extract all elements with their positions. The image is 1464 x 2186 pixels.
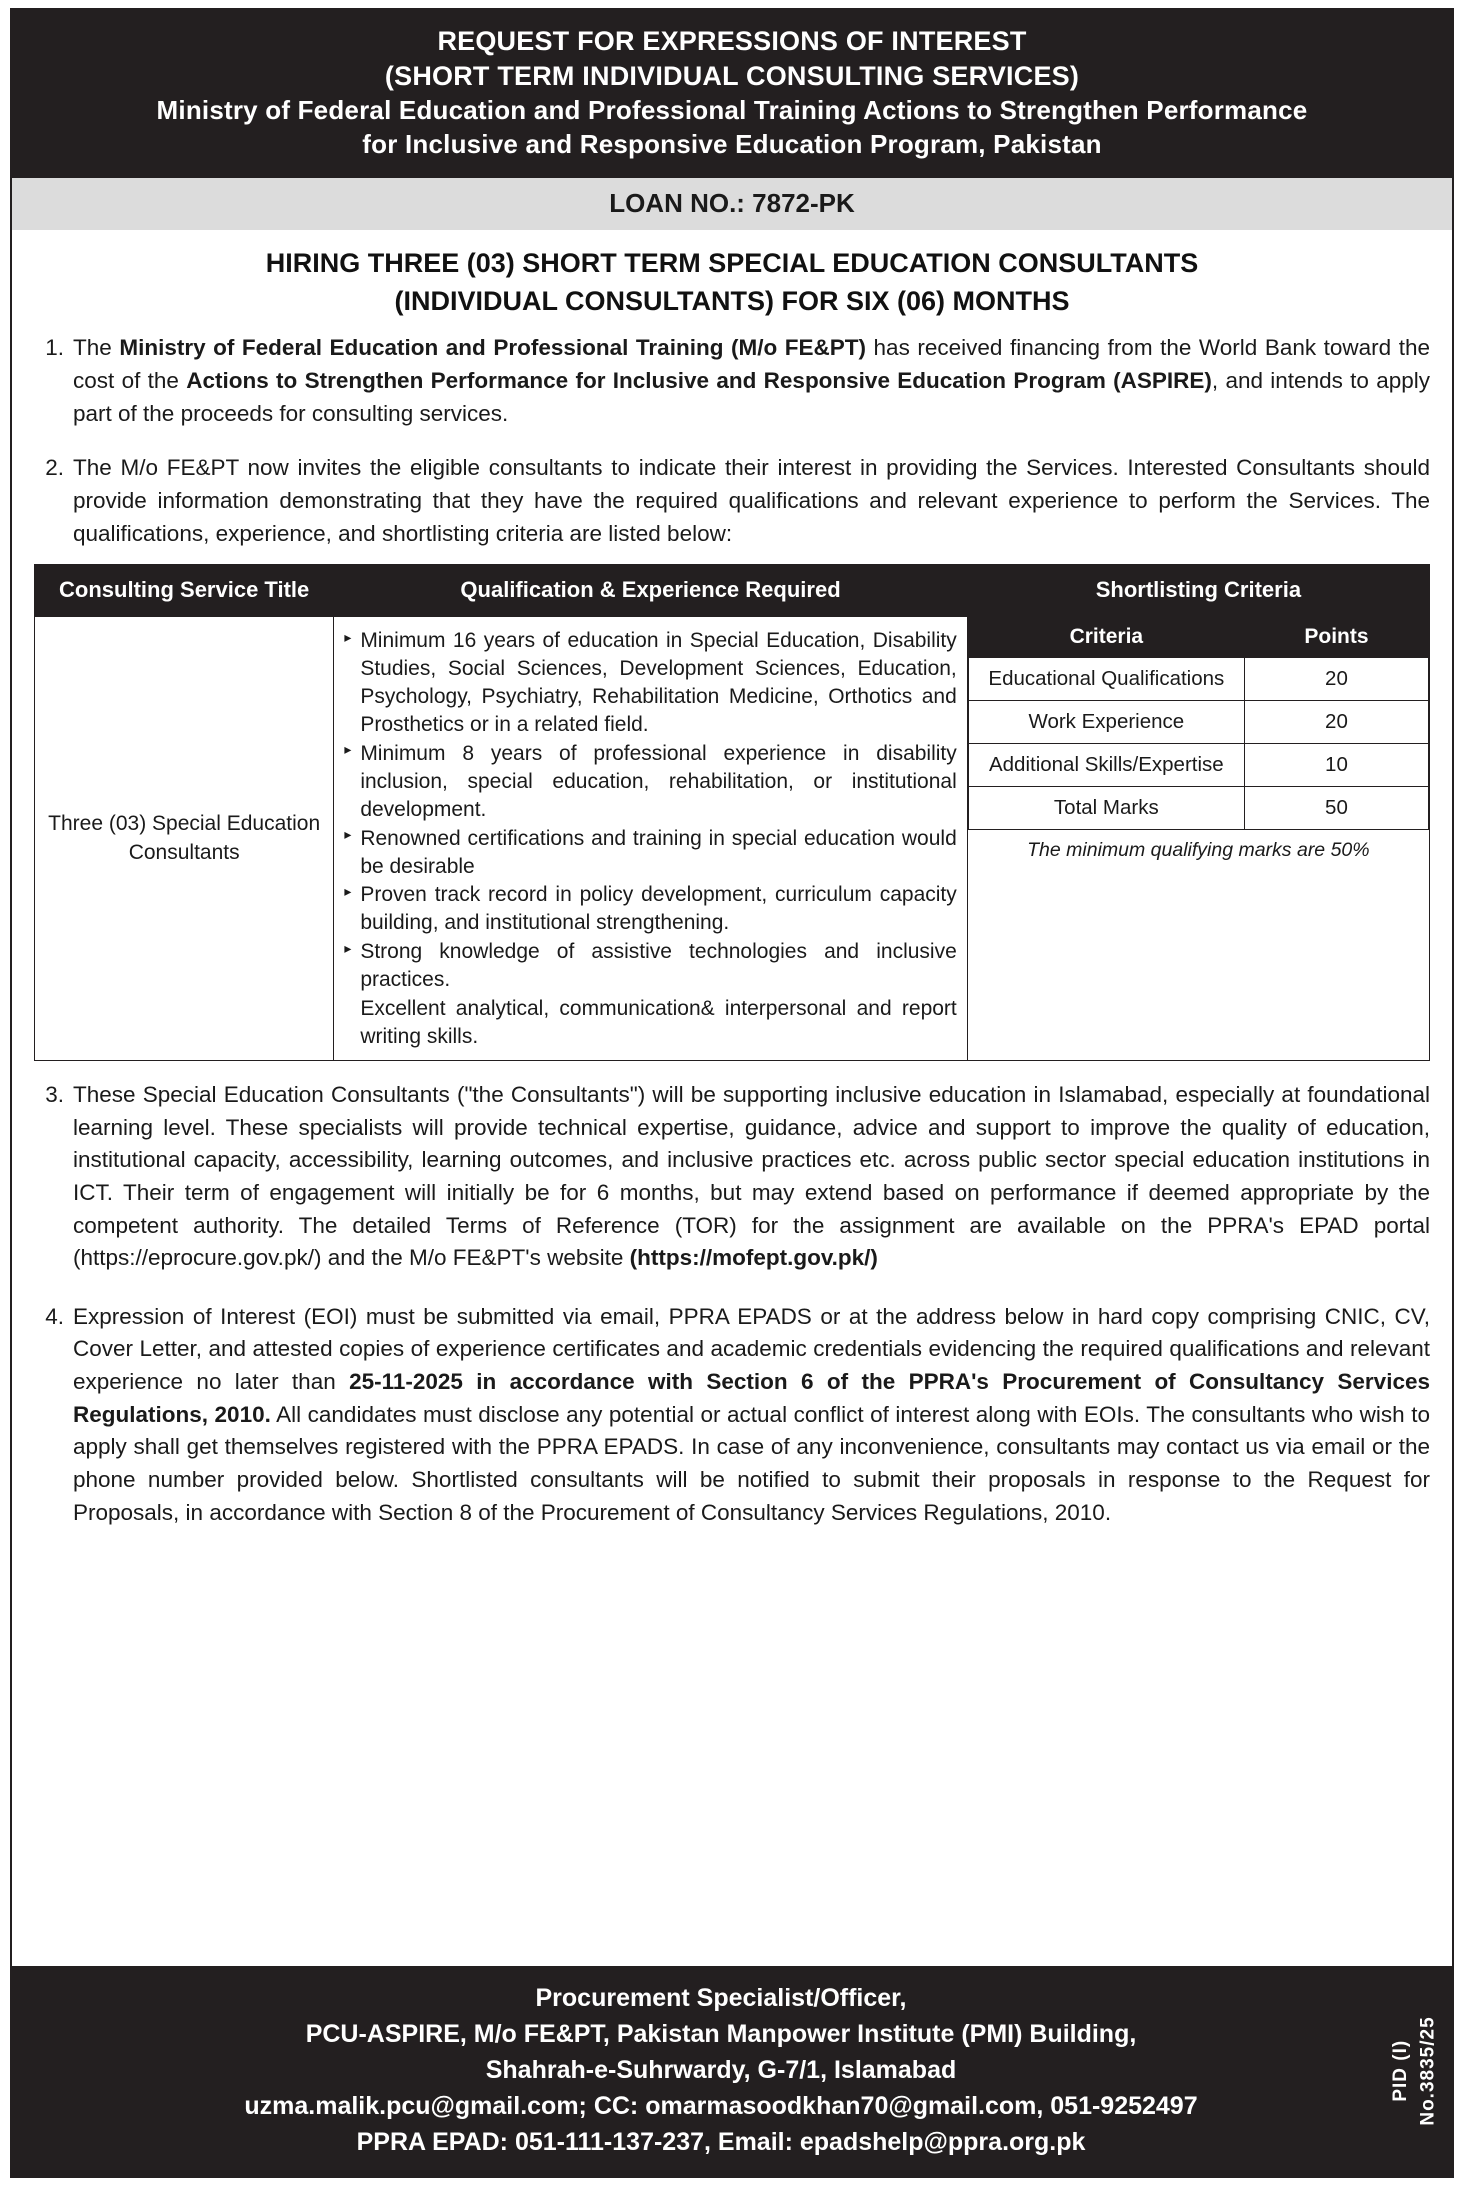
- criteria-table-row: [35, 617, 1430, 1061]
- column-header-service-title: Consulting Service Title: [35, 565, 334, 617]
- paragraph-3-number: 3.: [45, 1082, 64, 1108]
- points-table-row: [968, 786, 1428, 829]
- p4-deadline-bold: 25-11-2025 in accordance with Section 6 of the PPRA's Procurement of Consultancy Services Regulations, 2010.: [73, 1369, 1430, 1427]
- points-criteria-name: Work Experience: [968, 701, 1244, 744]
- points-criteria-value: 50: [1244, 786, 1428, 829]
- p4-fragment-c: All candidates must disclose any potential or actual conflict of interest along with EOIs. The consultants who wish to apply shall get themselves registered with the PPRA EPADS. In case of any inconvenience, consultants may contact us via email or the phone number provided below. Shortlisted consultants will be notified to submit their proposals in response to the Request for Proposals, in accordance with Section 8 of the Procurement of Consultancy Services Regulations, 2010.: [73, 1401, 1430, 1525]
- p3-website-link[interactable]: (https://mofept.gov.pk/): [629, 1245, 878, 1271]
- header-title-line-2: (SHORT TERM INDIVIDUAL CONSULTING SERVICES): [384, 61, 1080, 92]
- notice-header: [12, 10, 1452, 178]
- bullet-triangle-icon: ▸: [344, 939, 352, 956]
- points-column-header-points: Points: [1244, 618, 1428, 658]
- hiring-title-line-2: (INDIVIDUAL CONSULTANTS) FOR SIX (06) MONTHS: [394, 286, 1070, 317]
- qualification-item: [344, 627, 956, 739]
- cell-service-title: Three (03) Special Education Consultants: [35, 617, 334, 1061]
- bullet-triangle-icon: ▸: [344, 826, 352, 843]
- footer-line-ppra-epad[interactable]: PPRA EPAD: 051-111-137-237, Email: epadshelp@ppra.org.pk: [356, 2128, 1086, 2156]
- points-table-row: [968, 658, 1428, 701]
- pid-number: PID (I) No.3835/25: [1390, 2016, 1439, 2126]
- loan-number-band: LOAN NO.: 7872-PK: [12, 178, 1452, 231]
- p1-bold-ministry: Ministry of Federal Education and Professional Training (M/o FE&PT): [119, 335, 866, 361]
- qualification-item: [344, 825, 956, 881]
- qualification-item: [344, 938, 956, 994]
- footer-line-office: PCU-ASPIRE, M/o FE&PT, Pakistan Manpower Institute (PMI) Building,: [305, 2020, 1137, 2048]
- points-table-row: [968, 701, 1428, 744]
- p3-fragment-a: These Special Education Consultants ("the Consultants") will be supporting inclusive education in Islamabad, especially at foundational learning level. These specialists will provide technical expertise, guidance, advice and support to improve the quality of education, institutional capacity, accessibility, learning outcomes, and inclusive practices etc. across public sector special education institutions in ICT. Their term of engagement will initially be for 6 months, but may extend based on performance if deemed appropriate by the competent authority. The detailed Terms of Reference (TOR) for the assignment are available on the PPRA's EPAD portal (https://eprocure.gov.pk/) and the M/o FE&PT's website: [73, 1082, 1430, 1271]
- p1-bold-program: Actions to Strengthen Performance for Inclusive and Responsive Education Program (ASPIRE): [186, 368, 1212, 394]
- paragraph-2-text: The M/o FE&PT now invites the eligible consultants to indicate their interest in providing the Services. Interested Consultants should provide information demonstrating that they have the required qualifications and relevant experience to perform the Services. The qualifications, experience, and shortlisting criteria are listed below:: [73, 455, 1430, 546]
- paragraph-1-text: [73, 332, 1430, 430]
- paragraph-3: [34, 1079, 1430, 1275]
- notice-body: [12, 330, 1452, 1966]
- header-subtitle-line-1: Ministry of Federal Education and Professional Training Actions to Strengthen Performance: [156, 95, 1308, 126]
- qualification-item-text: Strong knowledge of assistive technologies and inclusive practices.: [360, 940, 957, 992]
- paragraph-4-text: [73, 1301, 1430, 1529]
- paragraph-1: [34, 332, 1430, 430]
- notice-footer: [12, 1966, 1452, 2176]
- qualification-item-text: Minimum 8 years of professional experience in disability inclusion, special education, rehabilitation, or institutional development.: [360, 741, 957, 821]
- criteria-table: [34, 564, 1430, 1061]
- paragraph-3-text: [73, 1079, 1430, 1275]
- points-criteria-name: Additional Skills/Expertise: [968, 743, 1244, 786]
- p1-fragment-a: The: [73, 335, 120, 361]
- points-table-header-row: [968, 618, 1428, 658]
- footer-line-email-phone[interactable]: uzma.malik.pcu@gmail.com; CC: omarmasoodkhan70@gmail.com, 051-9252497: [244, 2092, 1198, 2120]
- footer-line-address: Shahrah-e-Suhrwardy, G-7/1, Islamabad: [485, 2056, 957, 2084]
- points-table-row: [968, 743, 1428, 786]
- p1-fragment-c: has received financing from the World Bank toward the cost of the: [73, 335, 1431, 394]
- cell-shortlisting-criteria: [967, 617, 1429, 1061]
- paragraph-2: [34, 452, 1430, 550]
- qualification-list: [334, 617, 966, 1060]
- minimum-qualifying-note: The minimum qualifying marks are 50%: [1027, 838, 1370, 861]
- points-criteria-name: Educational Qualifications: [968, 658, 1244, 701]
- points-column-header-criteria: Criteria: [968, 618, 1244, 658]
- header-subtitle-line-2: for Inclusive and Responsive Education Program, Pakistan: [362, 128, 1102, 159]
- qualification-item: [344, 881, 956, 937]
- paragraph-2-number: 2.: [45, 455, 64, 481]
- points-criteria-value: 20: [1244, 658, 1428, 701]
- criteria-table-header-row: [35, 565, 1430, 617]
- hiring-title-line-1: HIRING THREE (03) SHORT TERM SPECIAL EDUCATION CONSULTANTS: [265, 247, 1199, 278]
- paragraph-4-number: 4.: [45, 1303, 64, 1329]
- bullet-triangle-icon: ▸: [344, 628, 352, 645]
- points-criteria-value: 10: [1244, 743, 1428, 786]
- hiring-title: [12, 231, 1452, 331]
- qualification-item-text: Proven track record in policy development, curriculum capacity building, and institutional strengthening.: [360, 883, 957, 935]
- points-table: [968, 617, 1429, 829]
- cell-qualifications: [334, 617, 967, 1061]
- bullet-triangle-icon: ▸: [344, 883, 352, 899]
- p1-fragment-d: , and intends to apply part of the proceeds for consulting services.: [73, 368, 1431, 426]
- paragraph-4: [34, 1301, 1430, 1529]
- paragraph-1-number: 1.: [45, 335, 64, 361]
- qualification-item-text: Renowned certifications and training in special education would be desirable: [360, 826, 957, 878]
- qualification-item-text: Excellent analytical, communication& interpersonal and report writing skills.: [360, 997, 957, 1049]
- notice-sheet: [10, 8, 1454, 2178]
- points-criteria-name: Total Marks: [968, 786, 1244, 829]
- header-title-line-1: REQUEST FOR EXPRESSIONS OF INTEREST: [437, 26, 1027, 56]
- column-header-qualification: Qualification & Experience Required: [334, 565, 967, 617]
- points-criteria-value: 20: [1244, 701, 1428, 744]
- p4-fragment-a: Expression of Interest (EOI) must be submitted via email, PPRA EPADS or at the address below in hard copy comprising CNIC, CV, Cover Letter, and attested copies of experience certificates and academic credentials evidencing the required qualifications and relevant experience no later than: [73, 1303, 1430, 1395]
- qualification-item-text: Minimum 16 years of education in Special Education, Disability Studies, Social Sciences, Development Sciences, Education, Psychology, Psychiatry, Rehabilitation Medicine, Orthotics and Prosthetics or in a related field.: [360, 629, 957, 736]
- footer-line-designation: Procurement Specialist/Officer,: [535, 1984, 907, 2012]
- column-header-shortlisting: Shortlisting Criteria: [967, 565, 1429, 617]
- bullet-triangle-icon: ▸: [344, 741, 352, 758]
- qualification-item: [344, 740, 956, 824]
- qualification-item: [344, 995, 956, 1051]
